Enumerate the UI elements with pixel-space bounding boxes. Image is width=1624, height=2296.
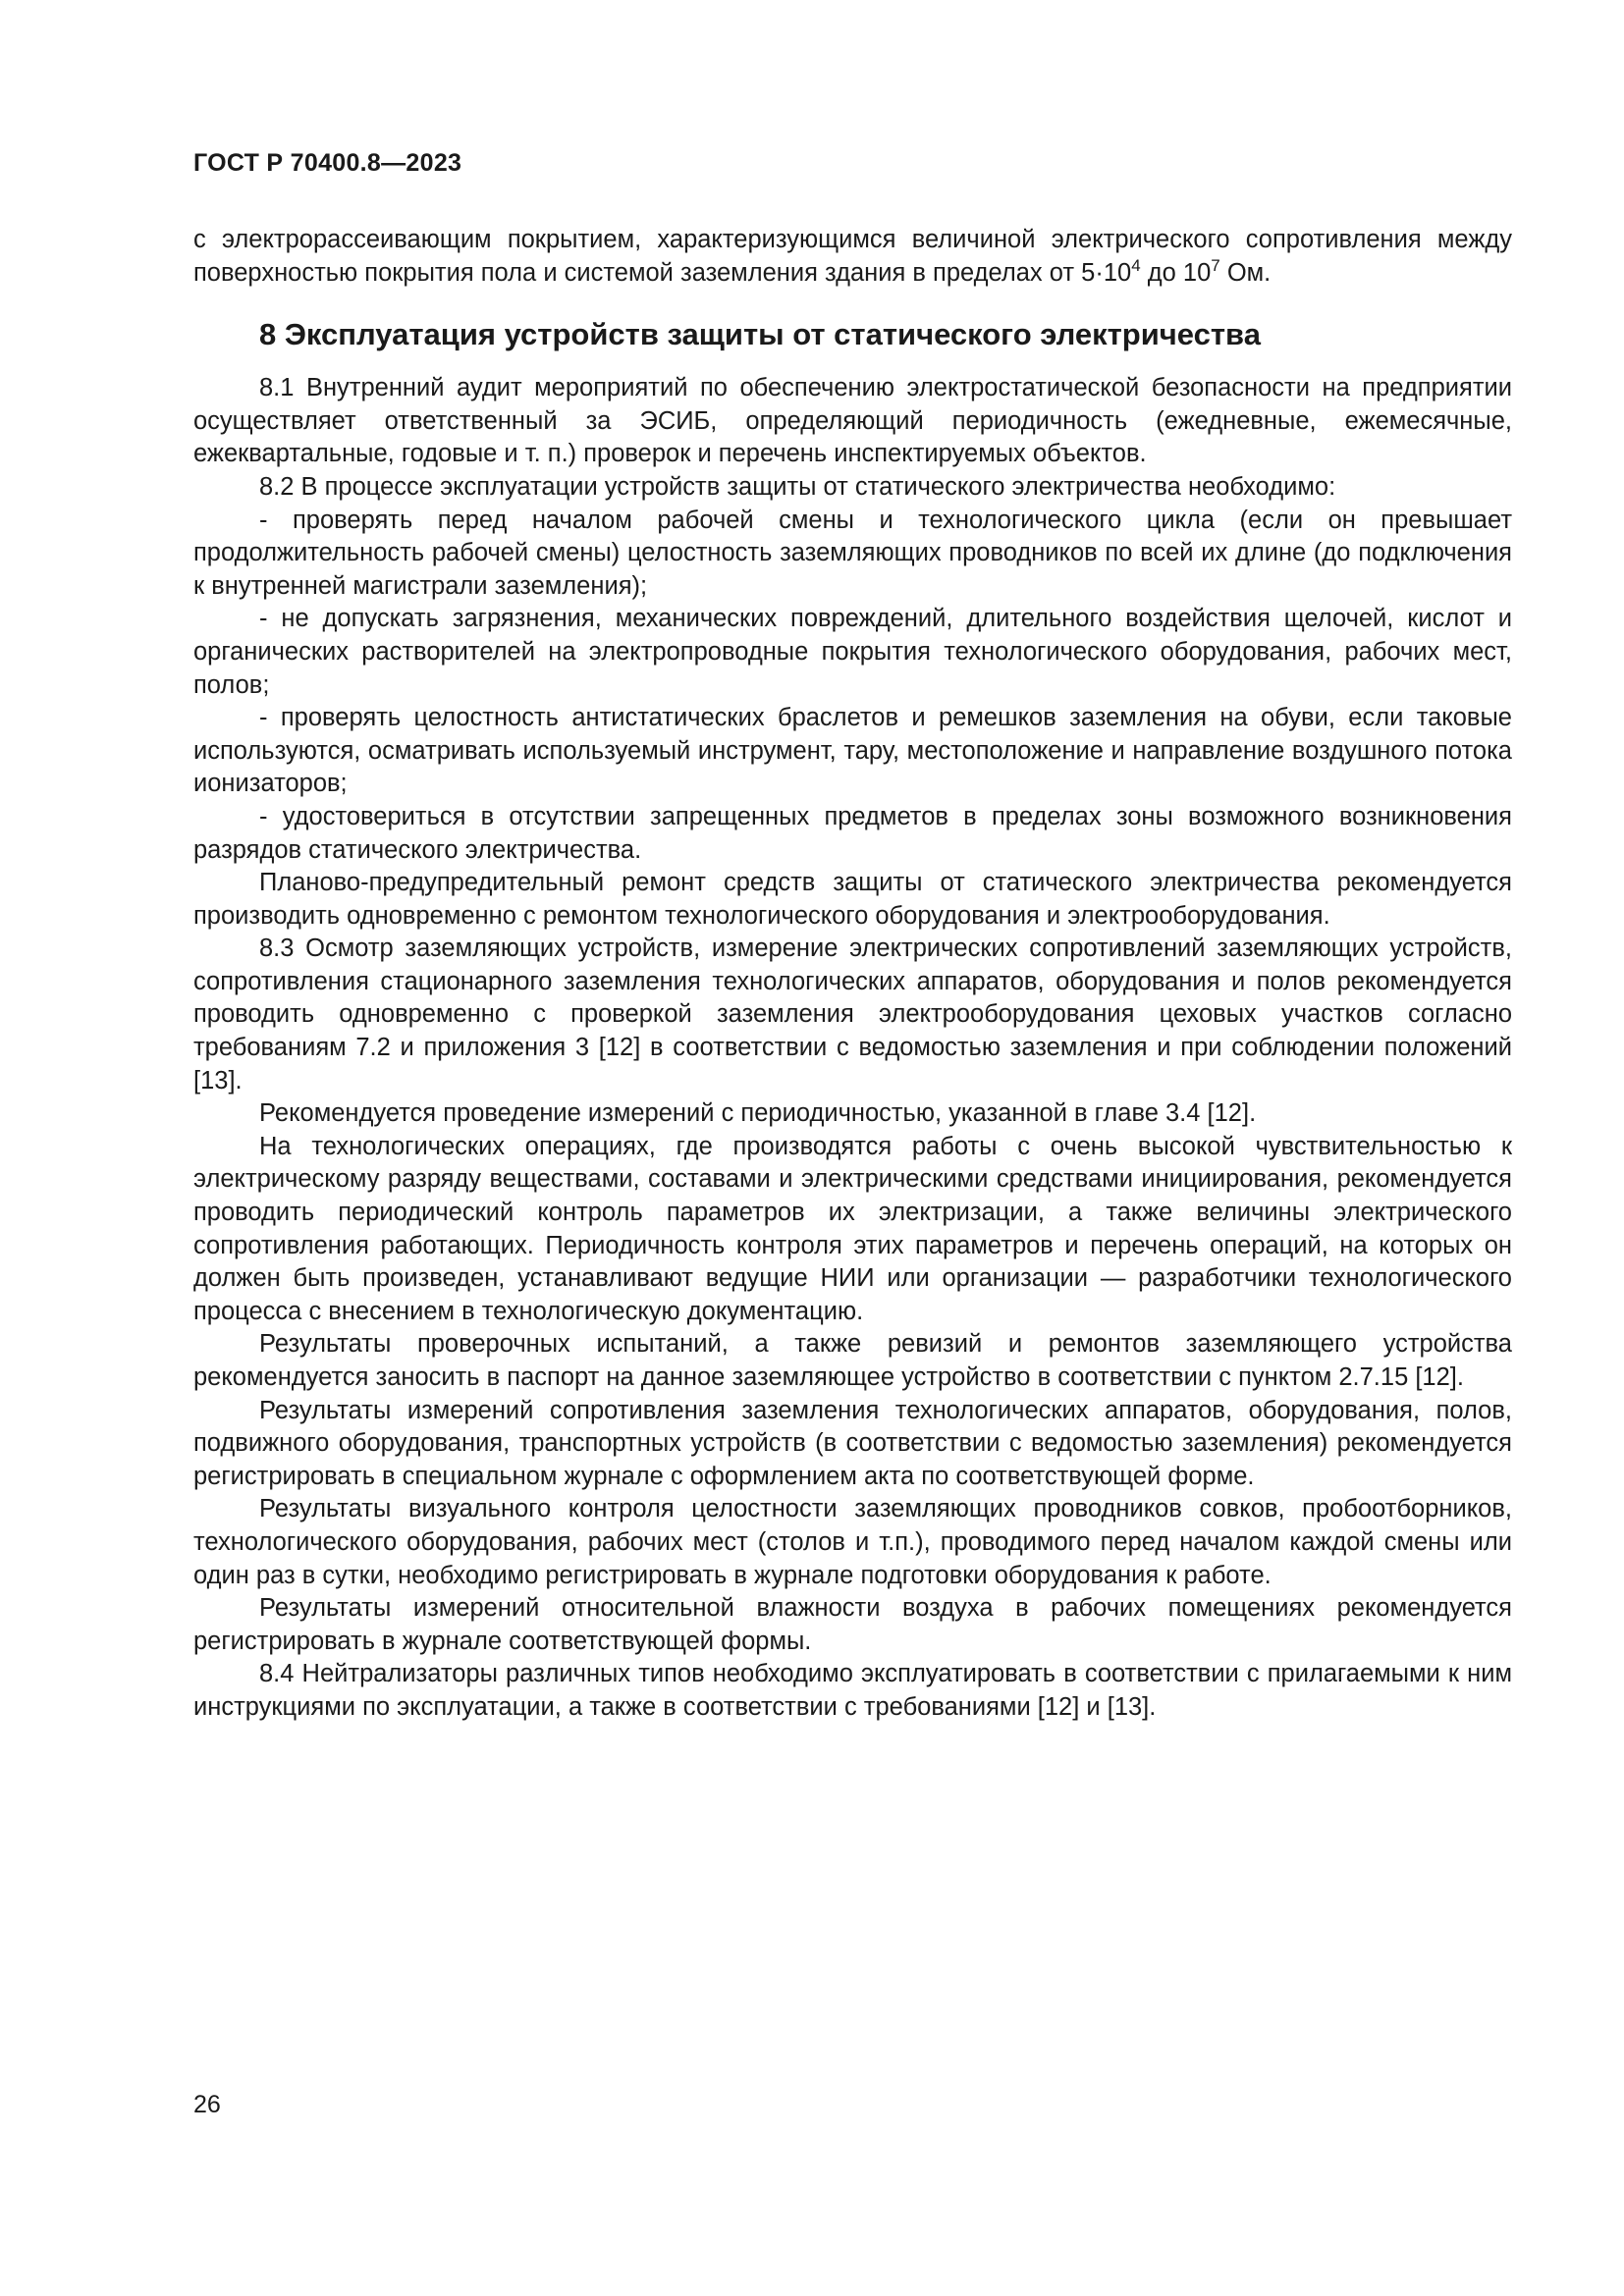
paragraph-8-3: 8.3 Осмотр заземляющих устройств, измерение электрических сопротивлений заземляющих устройств, сопротивления стационарного заземления технологических аппаратов, оборудования и полов рекомендуется проводить одновременно с проверкой заземления электрооборудования цеховых участков согласно требованиям 7.2 и приложения 3 [12] в соответствии с ведомостью заземления и при соблюдении положений [13]. xyxy=(193,934,1512,1095)
paragraph-8-4: 8.4 Нейтрализаторы различных типов необходимо эксплуатировать в соответствии с прилагаемыми к ним инструкциями по эксплуатации, а также в соответствии с требованиями [12] и [13]. xyxy=(193,1660,1512,1721)
document-body xyxy=(193,224,1512,1725)
list-item: - удостовериться в отсутствии запрещенных предметов в пределах зоны возможного возникновения разрядов статического электричества. xyxy=(193,802,1512,864)
list-item: - проверять целостность антистатических браслетов и ремешков заземления на обуви, если таковые используются, осматривать используемый инструмент, тару, местоположение и направление воздушного потока ионизаторов; xyxy=(193,704,1512,798)
paragraph-8-1: 8.1 Внутренний аудит мероприятий по обеспечению электростатической безопасности на предприятии осуществляет ответственный за ЭСИБ, определяющий периодичность (ежедневные, ежемесячные, ежеквартальные, годовые и т. п.) проверок и перечень инспектируемых объектов. xyxy=(193,374,1512,468)
paragraph: Результаты измерений относительной влажности воздуха в рабочих помещениях рекомендуется регистрировать в журнале соответствующей формы. xyxy=(193,1594,1512,1655)
document-header: ГОСТ Р 70400.8—2023 xyxy=(193,149,462,177)
paragraph: Результаты измерений сопротивления заземления технологических аппаратов, оборудования, полов, подвижного оборудования, транспортных устройств (в соответствии с ведомостью заземления) рекомендуется регистрировать в специальном журнале с оформлением акта по соответствующей форме. xyxy=(193,1396,1512,1490)
paragraph: На технологических операциях, где производятся работы с очень высокой чувствительностью к электрическому разряду веществами, составами и электрическими средствами инициирования, рекомендуется проводить периодический контроль параметров их электризации, а также величины электрического сопротивления работающих. Периодичность контроля этих параметров и перечень операций, на которых он должен быть произведен, устанавливают ведущие НИИ или организации — разработчики технологического процесса с внесением в технологическую документацию. xyxy=(193,1132,1512,1325)
paragraph: Рекомендуется проведение измерений с периодичностью, указанной в главе 3.4 [12]. xyxy=(259,1099,1257,1128)
paragraph-8-2: 8.2 В процессе эксплуатации устройств защиты от статического электричества необходимо: xyxy=(259,472,1336,501)
paragraph: Планово-предупредительный ремонт средств защиты от статического электричества рекомендуется производить одновременно с ремонтом технологического оборудования и электрооборудования. xyxy=(193,869,1512,930)
section-heading: 8 Эксплуатация устройств защиты от статического электричества xyxy=(259,317,1261,352)
page-number: 26 xyxy=(193,2091,221,2118)
intro-paragraph: с электрорассеивающим покрытием, характеризующимся величиной электрического сопротивления между поверхностью покрытия пола и системой заземления здания в пределах от $5\cdot 10^4$ до $10^7$ Ом. xyxy=(193,226,1512,287)
paragraph: Результаты визуального контроля целостности заземляющих проводников совков, пробоотборников, технологического оборудования, рабочих мест (столов и т.п.), проводимого перед началом каждой смены или один раз в сутки, необходимо регистрировать в журнале подготовки оборудования к работе. xyxy=(193,1495,1512,1589)
paragraph: Результаты проверочных испытаний, а также ревизий и ремонтов заземляющего устройства рекомендуется заносить в паспорт на данное заземляющее устройство в соответствии с пунктом 2.7.15 [12]. xyxy=(193,1330,1512,1391)
list-item: - проверять перед началом рабочей смены и технологического цикла (если он превышает продолжительность рабочей смены) целостность заземляющих проводников по всей их длине (до подключения к внутренней магистрали заземления); xyxy=(193,506,1512,600)
list-item: - не допускать загрязнения, механических повреждений, длительного воздействия щелочей, кислот и органических растворителей на электропроводные покрытия технологического оборудования, рабочих мест, полов; xyxy=(193,605,1512,699)
